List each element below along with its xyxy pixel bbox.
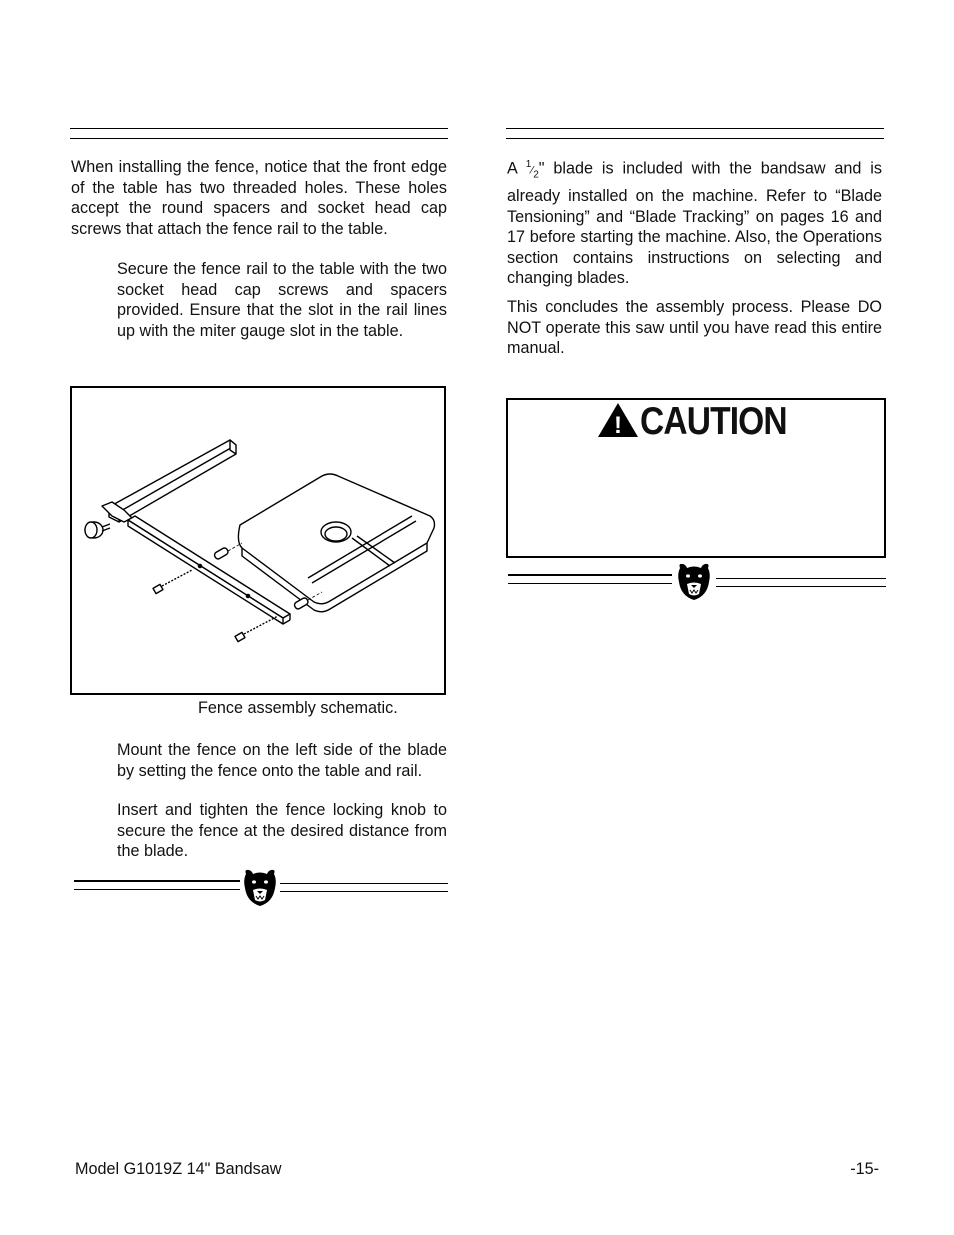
left-divider-line-a: [74, 880, 240, 890]
fence-step-3: Insert and tighten the fence locking knob to secure the fence at the desired distance from the blade.: [117, 801, 447, 860]
left-header-rule: [70, 128, 448, 139]
fence-assembly-figure: [70, 386, 446, 695]
fence-bar: [102, 440, 236, 522]
right-header-rule: [506, 128, 884, 139]
right-divider-line-b: [716, 578, 886, 587]
fraction-numerator: 1: [525, 159, 532, 170]
fence-step-1: Secure the fence rail to the table with the two socket head cap screws and spacers provided. Ensure that the slot in the rail lines up with the miter gauge slot in the table.: [117, 260, 447, 340]
caution-heading: CAUTION: [640, 400, 787, 443]
warning-exclamation: !: [614, 412, 622, 438]
left-divider-line-b: [280, 883, 448, 892]
bear-logo-icon: [676, 562, 712, 602]
page-number: -15-: [850, 1160, 879, 1178]
right-divider-line-a: [508, 574, 672, 584]
fence-intro-paragraph: When installing the fence, notice that the front edge of the table has two threaded holes. These holes accept the round spacers and socket head cap screws that attach the fence rail to the table.: [71, 158, 447, 238]
fraction-slash: ⁄: [531, 164, 534, 177]
warning-triangle-icon: [597, 402, 639, 438]
blade-rest: " blade is included with the bandsaw and is already installed on the machine. Refer to “Blade Tensioning” and “Blade Tracking” on pages 16 and 17 before starting the machine. Also, the Operations section contains instructions on selecting and changing blades.: [507, 159, 882, 288]
bear-logo-icon: [242, 868, 278, 908]
fraction-denominator: 2: [533, 169, 539, 181]
fence-assembly-drawing: [72, 388, 444, 693]
blade-prefix: A: [507, 159, 526, 178]
conclusion-paragraph: This concludes the assembly process. Please DO NOT operate this saw until you have read this entire manual.: [507, 298, 882, 357]
figure-caption: Fence assembly schematic.: [198, 699, 398, 717]
locking-knob: [85, 522, 110, 538]
fence-step-2: Mount the fence on the left side of the blade by setting the fence onto the table and rail.: [117, 741, 447, 780]
footer-model: Model G1019Z 14" Bandsaw: [75, 1160, 282, 1178]
table-top: [238, 474, 434, 612]
blade-paragraph: [507, 155, 882, 289]
